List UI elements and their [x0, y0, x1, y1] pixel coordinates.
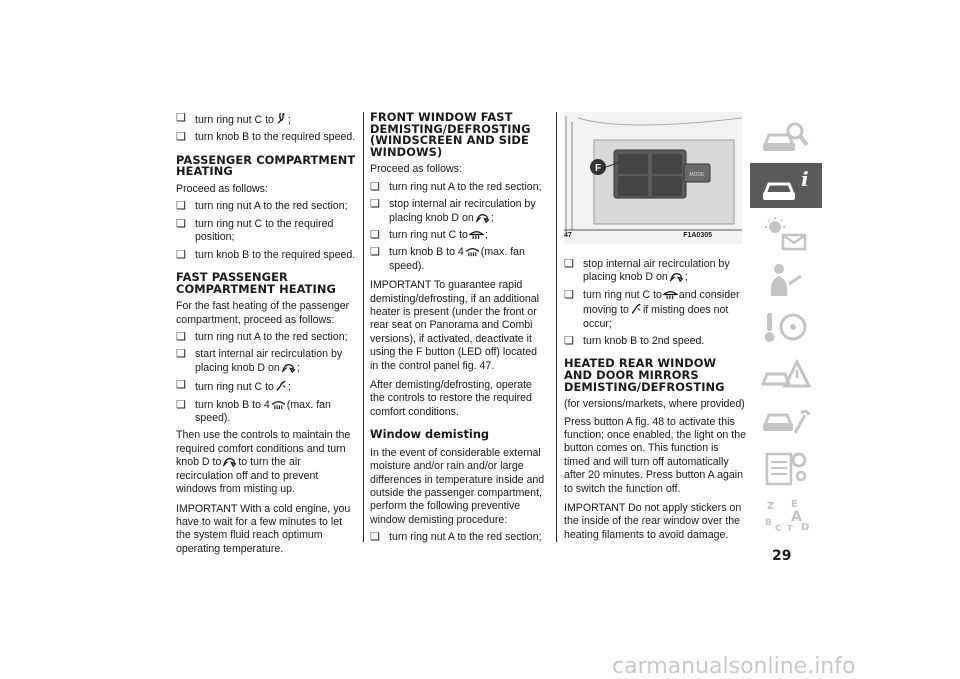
- paragraph-versions: (for versions/markets, where provided): [564, 398, 745, 411]
- column-3: [564, 258, 746, 546]
- tab-car-wrench[interactable]: [750, 398, 822, 443]
- fan-windscreen-icon: [271, 399, 286, 410]
- list-item: ❏ turn ring nut C to ;: [370, 229, 548, 242]
- figure-code: F1A0305: [683, 232, 712, 239]
- list-item: ❏ turn ring nut C to ;: [176, 112, 356, 127]
- tab-lights-warning[interactable]: [750, 210, 822, 255]
- paragraph-important: IMPORTANT Do not apply stickers on the inside of the rear window over the heating filaments to avoid damage.: [564, 502, 742, 541]
- section-heading-front-window: FRONT WINDOW FAST DEMISTING/DEFROSTING (WINDSCREEN AND SIDE WINDOWS): [370, 110, 531, 159]
- tab-car-search[interactable]: [750, 116, 822, 161]
- fan-windscreen-icon: [465, 246, 480, 257]
- section-heading-passenger-heating: PASSENGER COMPARTMENT HEATING: [176, 152, 356, 179]
- paragraph-important: IMPORTANT To guarantee rapid demisting/defrosting, if an additional heater is present (under the front or rear seat on Panorama and Combi versions), if activated, deactivate it using the F button (LED off) located in the control panel fig. 47.: [370, 279, 540, 372]
- car-info-icon: [761, 168, 811, 204]
- section-heading-heated-rear-window: HEATED REAR WINDOW AND DOOR MIRRORS DEMISTING/DEFROSTING: [564, 356, 725, 394]
- lights-warning-icon: [761, 215, 811, 251]
- svg-text:E: E: [791, 498, 798, 510]
- tab-alphabet-index[interactable]: [750, 492, 822, 537]
- recirculation-icon: [669, 271, 684, 282]
- person-airbag-icon: [761, 262, 811, 298]
- svg-text:T: T: [787, 523, 793, 533]
- paragraph: Proceed as follows:: [176, 183, 268, 195]
- paragraph: Press button A fig. 48 to activate this function; once enabled, the light on the button comes on. This function is timed and will turn off automatically after 20 minutes. Press button A again to switch the function off.: [564, 415, 746, 495]
- recirculation-icon: [475, 212, 490, 223]
- mode-button-label: MODE: [689, 172, 705, 178]
- list-item: ❏ turn ring nut C to the required position;: [176, 218, 356, 245]
- key-steering-icon: [761, 309, 811, 345]
- car-search-icon: [761, 121, 811, 157]
- list-item: ❏ turn knob B to 4 (max. fan speed).: [370, 246, 548, 273]
- svg-text:B: B: [765, 517, 772, 528]
- paragraph-important: IMPORTANT With a cold engine, you have to wait for a few minutes to let the system fluid reach optimum operating temperature.: [176, 502, 351, 555]
- list-item: ❏ turn ring nut A to the red section;: [176, 331, 356, 344]
- watermark: carmanualsonline.info: [612, 654, 856, 679]
- alphabet-index-icon: [761, 497, 811, 533]
- list-item: ❏ stop internal air recirculation by placing knob D on ;: [564, 258, 746, 285]
- page-number: 29: [772, 548, 792, 564]
- tab-checklist-gear[interactable]: [750, 445, 822, 490]
- svg-text:i: i: [801, 167, 809, 191]
- tab-car-warning[interactable]: [750, 351, 822, 396]
- section-heading-fast-heating: FAST PASSENGER COMPARTMENT HEATING: [176, 270, 336, 296]
- recirculation-icon: [222, 456, 237, 467]
- feet-airflow-icon: [275, 112, 287, 125]
- car-warning-triangle-icon: [761, 356, 811, 392]
- list-item: ❏ turn knob B to the required speed.: [176, 131, 356, 144]
- list-item: ❏ stop internal air recirculation by placing knob D on ;: [370, 198, 548, 225]
- svg-text:D: D: [801, 521, 810, 533]
- list-item: ❏ turn ring nut A to the red section;: [370, 531, 548, 544]
- list-item: ❏ turn ring nut C to and consider moving to if misting does not occur;: [564, 289, 746, 331]
- paragraph: In the event of considerable external moisture and/or rain and/or large differences in temperature inside and outside the passenger compartment, perform the following preventive window demisting procedure:: [370, 446, 545, 526]
- figure-number: 47: [564, 232, 572, 239]
- recirculation-icon: [281, 362, 296, 373]
- column-divider: [556, 112, 557, 542]
- callout-f: F: [594, 163, 602, 174]
- paragraph: For the fast heating of the passenger compartment, proceed as follows:: [176, 300, 350, 326]
- tab-key-steering[interactable]: [750, 304, 822, 349]
- svg-text:Z: Z: [767, 500, 775, 512]
- column-2: [370, 112, 548, 549]
- svg-text:A: A: [791, 508, 802, 525]
- car-wrench-icon: [761, 403, 811, 439]
- paragraph: Then use the controls to maintain the required comfort conditions and turn knob D to to turn the air recirculation off and to prevent windows from misting up.: [176, 429, 351, 496]
- mixed-airflow-icon: [275, 379, 287, 392]
- chapter-sidebar: [750, 116, 822, 539]
- tab-car-info[interactable]: [750, 163, 822, 208]
- list-item: ❏ turn ring nut A to the red section;: [370, 181, 548, 194]
- defrost-icon: [469, 229, 484, 240]
- svg-text:C: C: [775, 523, 782, 533]
- checklist-gear-icon: [761, 450, 811, 486]
- column-1: [176, 112, 356, 560]
- list-item: ❏ start internal air recirculation by placing knob D on ;: [176, 348, 356, 375]
- mixed-airflow-icon: [630, 302, 642, 315]
- list-item: ❏ turn knob B to 4 (max. fan speed).: [176, 399, 356, 426]
- defrost-icon: [663, 289, 678, 300]
- list-item: ❏ turn knob B to 2nd speed.: [564, 335, 746, 348]
- control-panel-figure: [564, 112, 742, 244]
- paragraph: Proceed as follows:: [370, 163, 462, 176]
- tab-person-airbag[interactable]: [750, 257, 822, 302]
- subsection-heading-window-demisting: Window demisting: [370, 427, 490, 442]
- paragraph: After demisting/defrosting, operate the controls to restore the required comfort conditions.: [370, 379, 532, 418]
- list-item: ❏ turn knob B to the required speed.: [176, 249, 356, 262]
- list-item: ❏ turn ring nut A to the red section;: [176, 200, 356, 213]
- column-divider: [363, 112, 364, 542]
- list-item: ❏ turn ring nut C to ;: [176, 379, 356, 394]
